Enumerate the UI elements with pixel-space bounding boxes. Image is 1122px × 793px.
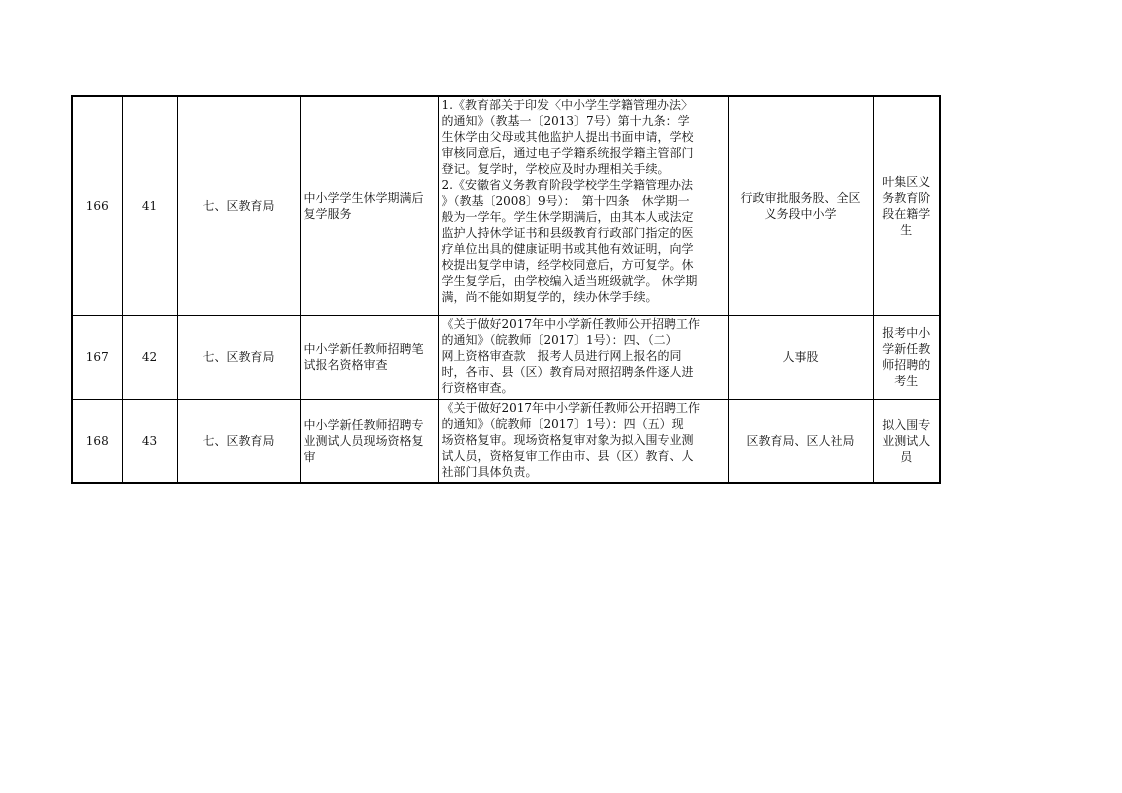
implementing-dept-line: 区教育局、区人社局 [746, 433, 855, 448]
table-row [72, 399, 940, 483]
implementing-dept-cell [728, 399, 873, 483]
legal-basis-cell [438, 399, 728, 483]
basis-line: 《关于做好2017年中小学新任教师公开招聘工作 [441, 316, 701, 331]
basis-line: 满，尚不能如期复学的，续办休学手续。 [441, 290, 658, 304]
basis-line: 时，各市、县（区）教育局对照招聘条件逐人进 [441, 364, 694, 379]
department-cell: 七、区教育局 [177, 399, 300, 483]
basis-line: 的通知》（皖教师〔2017〕1号）：四、（二） [441, 332, 678, 347]
basis-line: 1.《教育部关于印发〈中小学生学籍管理办法〉 [441, 98, 693, 112]
basis-line: 的通知》（教基一〔2013〕7号）第十九条：学 [441, 114, 690, 128]
legal-basis-cell [438, 315, 728, 399]
implementing-dept-line: 行政审批服务股、全区 [740, 190, 861, 205]
implementing-dept-line: 义务段中小学 [764, 206, 837, 221]
basis-line: 疗单位出具的健康证明书或其他有效证明，向学 [441, 242, 694, 256]
table-row [72, 315, 940, 399]
seq-cell: 166 [72, 96, 122, 315]
item-name-cell: 中小学新任教师招聘笔试报名资格审查 [300, 315, 438, 399]
subseq-cell: 43 [122, 399, 177, 483]
basis-line: 监护人持休学证书和县级教育行政部门指定的医 [441, 226, 694, 240]
legal-basis-cell [438, 96, 728, 315]
basis-line: 学生复学后，由学校编入适当班级就学。 休学期 [441, 274, 698, 288]
basis-line: 网上资格审查款 报考人员进行网上报名的同 [441, 348, 682, 363]
implementing-dept-line: 人事股 [782, 350, 819, 364]
service-items-table [71, 95, 941, 484]
seq-cell: 167 [72, 315, 122, 399]
basis-line: 场资格复审。现场资格复审对象为拟入围专业测 [441, 432, 694, 447]
service-target-cell: 叶集区义务教育阶段在籍学生 [873, 96, 940, 315]
table-row [72, 96, 940, 315]
basis-line: 登记。复学时，学校应及时办理相关手续。 [441, 162, 670, 176]
basis-line: 校提出复学申请，经学校同意后，方可复学。休 [441, 258, 694, 272]
subseq-cell: 41 [122, 96, 177, 315]
basis-line: 社部门具体负责。 [441, 464, 538, 479]
basis-line: 审核同意后，通过电子学籍系统报学籍主管部门 [441, 146, 694, 160]
item-name-cell: 中小学新任教师招聘专业测试人员现场资格复审 [300, 399, 438, 483]
service-target-cell: 报考中小学新任教师招聘的考生 [873, 315, 940, 399]
basis-line: 2.《安徽省义务教育阶段学校学生学籍管理办法 [441, 178, 693, 192]
item-name-cell: 中小学学生休学期满后复学服务 [300, 96, 438, 315]
basis-line: 的通知》（皖教师〔2017〕1号）：四（五）现 [441, 416, 684, 431]
basis-line: 试人员，资格复审工作由市、县（区）教育、人 [441, 448, 694, 463]
seq-cell: 168 [72, 399, 122, 483]
basis-line: 般为一学年。学生休学期满后，由其本人或法定 [441, 210, 694, 224]
department-cell: 七、区教育局 [177, 96, 300, 315]
implementing-dept-cell [728, 96, 873, 315]
implementing-dept-cell [728, 315, 873, 399]
basis-line: 行资格审查。 [441, 380, 514, 395]
basis-line: 》（教基〔2008〕9号）： 第十四条 休学期一 [441, 194, 690, 208]
basis-line: 《关于做好2017年中小学新任教师公开招聘工作 [441, 400, 701, 415]
basis-line: 生休学由父母或其他监护人提出书面申请，学校 [441, 130, 694, 144]
department-cell: 七、区教育局 [177, 315, 300, 399]
subseq-cell: 42 [122, 315, 177, 399]
service-target-cell: 拟入围专业测试人员 [873, 399, 940, 483]
